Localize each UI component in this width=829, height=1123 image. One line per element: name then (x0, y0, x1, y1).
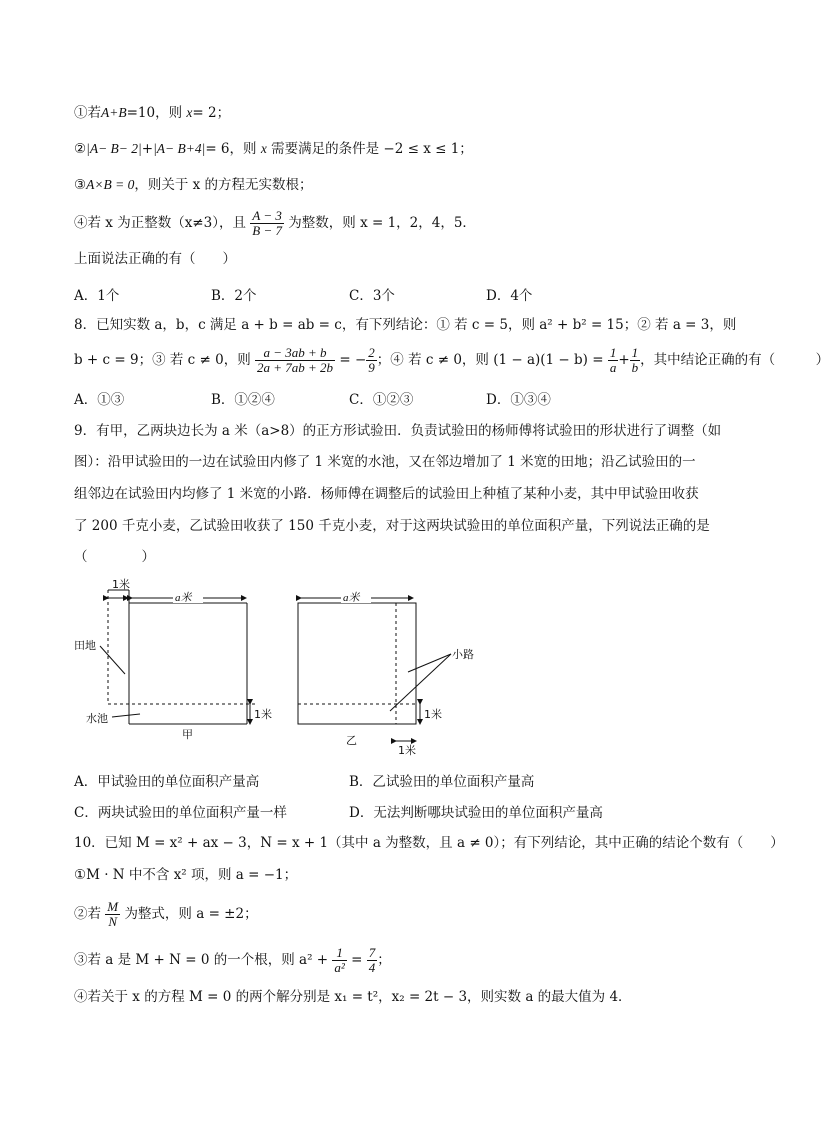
yi-road-width-label-2: 1米 (398, 744, 416, 757)
q9-stem-line-1: 9．有甲，乙两块边长为 a 米（a>8）的正方形试验田．负责试验田的杨师傅将试验田的形状进行了调整（如 (74, 423, 722, 439)
q7-option-b[interactable]: B．2个 (211, 288, 257, 304)
q8-stem-line-2: b + c = 9；③ 若 c ≠ 0，则 $\frac{a - 3ab + b}{2a + 7ab + 2b}$ = − $\frac{2}{9}$ ；④ 若 c ≠ 0，则 (1 − a)(1 − b) = $\frac{1}{a}$ + $\frac{1}{b}$ ，其中结论正确的有（ ） (74, 345, 829, 375)
q10-statement-4: ④若关于 x 的方程 M = 0 的两个解分别是 x₁ = t²，x₂ = 2t − 3，则实数 a 的最大值为 4． (74, 989, 632, 1005)
yi-label: 乙 (346, 734, 357, 747)
q7-statement-1: ①若A+B=10，则 x= 2； (74, 105, 231, 121)
q7-statement-4: ④若 x 为正整数（x≠3），且 $\frac{A - 3}{B - 7}$ 为整数，则 x = 1，2，4，5． (74, 208, 476, 238)
q9-stem-line-2: 图）：沿甲试验田的一边在试验田内修了 1 米宽的水池，又在邻边增加了 1 米宽的田地；沿乙试验田的一 (74, 454, 696, 470)
q8-fraction-2: $\frac{2}{9}$ (368, 345, 375, 375)
q10-fraction-inv: $\frac{1}{\text{a²}}$ (334, 945, 345, 975)
q7-statement-3: ③A×B = 0，则关于 x 的方程无实数根； (74, 177, 313, 193)
q9-stem-line-4: 了 200 千克小麦，乙试验田收获了 150 千克小麦，对于这两块试验田的单位面积产量，下列说法正确的是 (74, 518, 710, 534)
q8-fraction-1: $\frac{a - 3ab + b}{2a + 7ab + 2b}$ (257, 345, 334, 375)
jia-pool-width-label: 1米 (254, 708, 272, 721)
q7-option-c[interactable]: C．3个 (349, 288, 395, 304)
q9-option-d[interactable]: D．无法判断哪块试验田的单位面积产量高 (349, 805, 603, 821)
jia-side-label: a米 (175, 592, 192, 604)
xiaolu-label: 小路 (452, 648, 474, 661)
q8-stem-line-1: 8．已知实数 a，b，c 满足 a + b = ab = c，有下列结论：① 若 c = 5，则 a² + b² = 15；② 若 a = 3，则 (74, 317, 737, 333)
q7-fraction: $\frac{A - 3}{B - 7}$ (252, 208, 282, 238)
tiandi-label: 田地 (74, 639, 96, 652)
q8-option-a[interactable]: A．①③ (74, 392, 125, 408)
q8-option-d[interactable]: D．①③④ (486, 392, 551, 408)
q8-option-c[interactable]: C．①②③ (349, 392, 414, 408)
q9-stem-line-5: （ ） (74, 549, 155, 565)
q7-option-a[interactable]: A．1个 (74, 288, 120, 304)
q8-fraction-3: $\frac{1}{a}$ (609, 345, 617, 375)
q10-statement-3: ③若 a 是 M + N = 0 的一个根，则 a² + $\frac{1}{\text{a²}}$ = $\frac{7}{4}$ ； (74, 945, 391, 975)
q8-fraction-4: $\frac{1}{b}$ (631, 345, 639, 375)
q10-fraction-mn: $\frac{M}{N}$ (107, 899, 119, 929)
yi-road-width-label: 1米 (424, 708, 442, 721)
field-jia-diagram (74, 577, 272, 741)
q9-figure (70, 576, 490, 761)
yi-side-label: a米 (343, 592, 360, 604)
jia-label: 甲 (182, 728, 193, 741)
q7-option-d[interactable]: D．4个 (486, 288, 533, 304)
q9-option-a[interactable]: A．甲试验田的单位面积产量高 (74, 774, 260, 790)
q10-statement-2: ②若 $\frac{M}{N}$ 为整式，则 a = ±2； (74, 899, 258, 929)
q9-option-c[interactable]: C．两块试验田的单位面积产量一样 (74, 805, 287, 821)
q10-stem: 10．已知 M = x² + ax − 3，N = x + 1（其中 a 为整数，且 a ≠ 0）；有下列结论，其中正确的结论个数有（ ） (74, 835, 784, 851)
q10-statement-1: ①M · N 中不含 x² 项，则 a = −1； (74, 867, 298, 883)
q8-option-b[interactable]: B．①②④ (211, 392, 275, 408)
field-yi-diagram (298, 591, 474, 757)
q9-option-b[interactable]: B．乙试验田的单位面积产量高 (349, 774, 535, 790)
q9-stem-line-3: 组邻边在试验田内均修了 1 米宽的小路．杨师傅在调整后的试验田上种植了某种小麦，其中甲试验田收获 (74, 486, 699, 502)
q7-statement-2: ②|A− B− 2|+|A− B+4|= 6，则 x 需要满足的条件是 −2 ≤ x ≤ 1； (74, 141, 473, 157)
shuichi-label: 水池 (86, 712, 108, 725)
jia-width-label: 1米 (112, 578, 130, 591)
q7-prompt: 上面说法正确的有（ ） (74, 251, 236, 267)
q10-fraction-result: $\frac{7}{4}$ (368, 945, 376, 975)
